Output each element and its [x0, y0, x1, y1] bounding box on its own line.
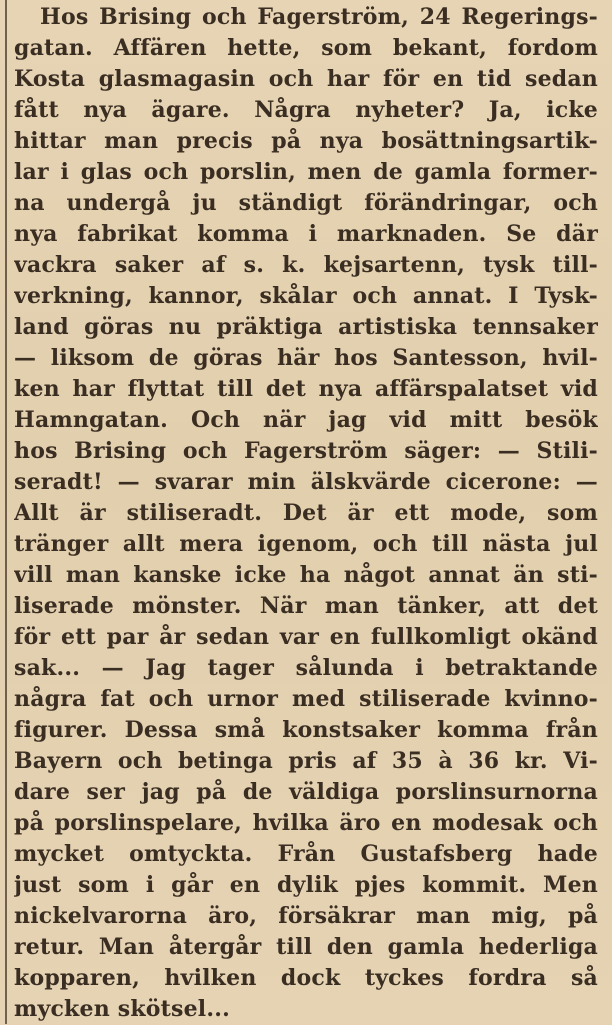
article-line: retur. Man återgår till den gamla hederliga [14, 934, 598, 960]
article-line: hittar man precis på nya bosättningsartik- [14, 128, 598, 154]
article-line: sak... — Jag tager sålunda i betraktande [14, 655, 598, 681]
article-line: seradt! — svarar min älskvärde cicerone: — [14, 469, 598, 495]
article-line: kopparen, hvilken dock tyckes fordra så [14, 965, 598, 991]
article-line: na undergå ju ständigt förändringar, och [14, 190, 598, 216]
article-line: ken har flyttat till det nya affärspalatset vid [14, 376, 598, 402]
article-line: Allt är stiliseradt. Det är ett mode, som [14, 500, 598, 526]
article-line: lar i glas och porslin, men de gamla former- [14, 159, 598, 185]
article-column [14, 2, 598, 1025]
article-line: hos Brising och Fagerström säger: — Stili- [14, 438, 598, 464]
article-line: figurer. Dessa små konstsaker komma från [14, 717, 598, 743]
article-line: — liksom de göras här hos Santesson, hvil- [14, 345, 598, 371]
article-line: verkning, kannor, skålar och annat. I Tysk- [14, 283, 598, 309]
article-line: tränger allt mera igenom, och till nästa jul [14, 531, 598, 557]
column-divider [5, 0, 7, 1024]
article-line: fått nya ägare. Några nyheter? Ja, icke [14, 97, 598, 123]
article-line: på porslinspelare, hvilka äro en modesak och [14, 810, 598, 836]
article-line: liserade mönster. När man tänker, att det [14, 593, 598, 619]
article-line: Hos Brising och Fagerström, 24 Regerings- [40, 4, 598, 30]
article-line: för ett par år sedan var en fullkomligt okänd [14, 624, 598, 650]
article-line: land göras nu präktiga artistiska tennsaker [14, 314, 598, 340]
article-line: Kosta glasmagasin och har för en tid sedan [14, 66, 598, 92]
article-line: nickelvarorna äro, försäkrar man mig, på [14, 903, 598, 929]
article-line: Bayern och betinga pris af 35 à 36 kr. Vi- [14, 748, 598, 774]
article-line: Hamngatan. Och när jag vid mitt besök [14, 407, 598, 433]
article-line: just som i går en dylik pjes kommit. Men [14, 872, 598, 898]
article-line: mycken skötsel... [14, 996, 230, 1022]
article-line: några fat och urnor med stiliserade kvinno- [14, 686, 598, 712]
article-line: vackra saker af s. k. kejsartenn, tysk till- [14, 252, 598, 278]
article-line: vill man kanske icke ha något annat än sti- [14, 562, 598, 588]
article-line: nya fabrikat komma i marknaden. Se där [14, 221, 598, 247]
article-line: mycket omtyckta. Från Gustafsberg hade [14, 841, 598, 867]
article-line: dare ser jag på de väldiga porslinsurnorna [14, 779, 598, 805]
article-line: gatan. Affären hette, som bekant, fordom [14, 35, 598, 61]
